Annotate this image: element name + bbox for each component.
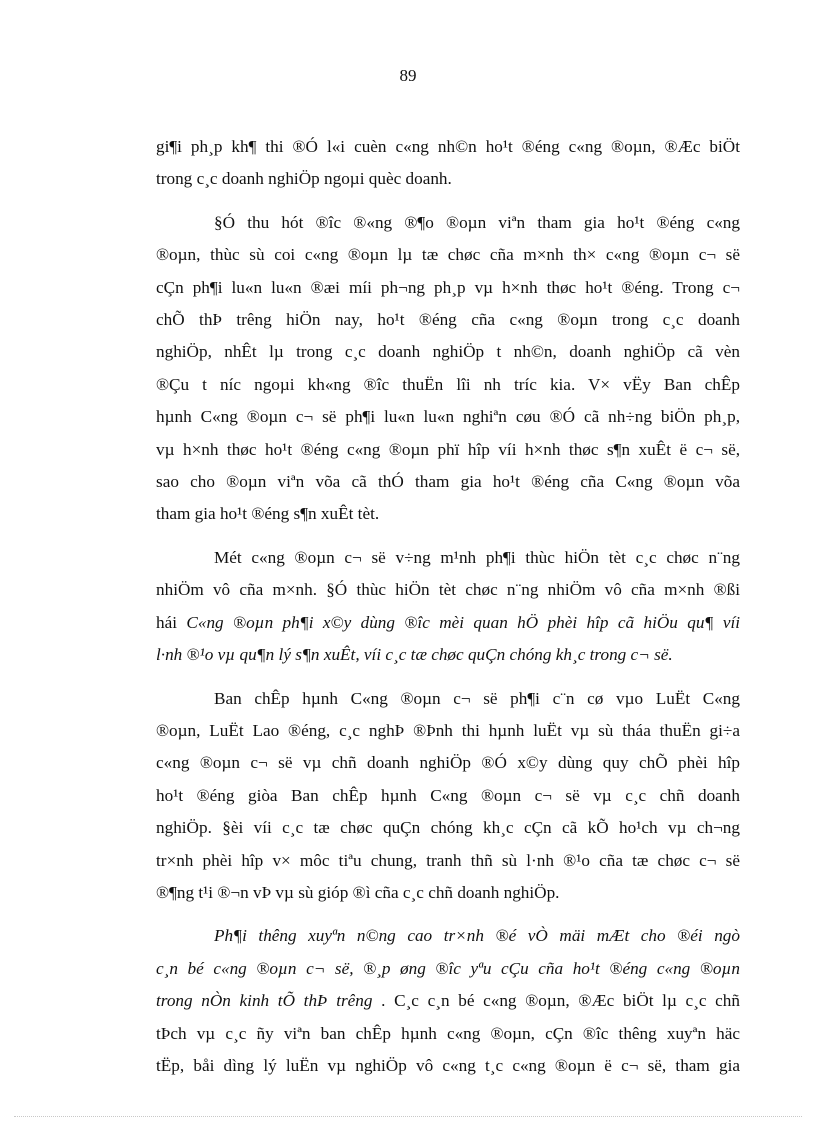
italic-text-run: C«ng ®oµn ph¶i x©y dùng ®îc mèi quan hÖ phèi hîp cã hiÖu qu¶ víi xyxy=(186,612,741,632)
paragraph-3 xyxy=(156,542,740,672)
paragraph-5 xyxy=(156,920,740,1082)
text-line: nghiÖp, nhÊt lµ trong c¸c doanh nghiÖp t nh©n, doanh nghiÖp cã vèn xyxy=(156,342,740,362)
paragraph-1 xyxy=(156,131,740,196)
text-run: . C¸c c¸n bé c«ng ®oµn, ®Æc biÖt lµ c¸c chñ xyxy=(381,991,740,1011)
text-line: hµnh C«ng ®oµn c¬ së ph¶i lu«n lu«n nghiªn cøu ®Ó cã nh÷ng biÖn ph¸p, xyxy=(156,407,740,427)
text-line: gi¶i ph¸p kh¶ thi ®Ó l«i cuèn c«ng nh©n ho¹t ®éng c«ng ®oµn, ®Æc biÖt xyxy=(156,137,740,156)
text-line: nghiÖp. §èi víi c¸c tæ chøc quÇn chóng kh¸c cÇn cã kÕ ho¹ch vµ ch¬ng xyxy=(156,818,740,838)
text-line: tham gia ho¹t ®éng s¶n xuÊt tèt. xyxy=(156,504,380,524)
italic-text-line: l·nh ®¹o vµ qu¶n lý s¶n xuÊt, víi c¸c tæ chøc quÇn chóng kh¸c trong c¬ së. xyxy=(156,645,673,665)
italic-text-run: trong nÒn kinh tÕ thÞ trêng xyxy=(156,991,382,1011)
text-line: tr×nh phèi hîp v× môc tiªu chung, tranh thñ sù l·nh ®¹o cña tæ chøc c¬ së xyxy=(156,850,740,870)
italic-text-line: c¸n bé c«ng ®oµn c¬ së, ®¸p øng ®îc yªu cÇu cña ho¹t ®éng c«ng ®oµn xyxy=(156,958,740,978)
text-line: ®Çu t níc ngoµi kh«ng ®îc thuËn lîi nh tríc kia. V× vËy Ban chÊp xyxy=(156,374,740,394)
page-bottom-divider xyxy=(14,1116,802,1117)
text-line: Mét c«ng ®oµn c¬ së v÷ng m¹nh ph¶i thùc hiÖn tèt c¸c chøc n¨ng xyxy=(214,547,740,567)
text-line: tÞch vµ c¸c ñy viªn ban chÊp hµnh c«ng ®oµn, cÇn ®îc thêng xuyªn häc xyxy=(156,1023,740,1043)
text-line-mixed xyxy=(156,607,740,639)
text-line: trong c¸c doanh nghiÖp ngoµi quèc doanh. xyxy=(156,169,452,189)
text-line: ®oµn, thùc sù coi c«ng ®oµn lµ tæ chøc cña m×nh th× c«ng ®oµn c¬ së xyxy=(156,245,740,265)
text-line: §Ó thu hót ®îc ®«ng ®¶o ®oµn viªn tham gia ho¹t ®éng c«ng xyxy=(214,212,740,232)
body-text xyxy=(156,131,740,1093)
text-line: nhiÖm vô cña m×nh. §Ó thùc hiÖn tèt chøc n¨ng nhiÖm vô cña m×nh ®ßi xyxy=(156,580,740,600)
text-line: vµ h×nh thøc ho¹t ®éng c«ng ®oµn phï hîp víi h×nh thøc s¶n xuÊt ë c¬ së, xyxy=(156,439,740,459)
text-line: chÕ thÞ trêng hiÖn nay, ho¹t ®éng cña c«ng ®oµn trong c¸c doanh xyxy=(156,310,740,330)
text-line: tËp, båi dìng lý luËn vµ nghiÖp vô c«ng t¸c c«ng ®oµn ë c¬ së, tham gia xyxy=(156,1055,740,1075)
text-line: Ban chÊp hµnh C«ng ®oµn c¬ së ph¶i c¨n cø vµo LuËt C«ng xyxy=(214,688,740,708)
text-line: c«ng ®oµn c¬ së vµ chñ doanh nghiÖp ®Ó x©y dùng quy chÕ phèi hîp xyxy=(156,753,740,773)
paragraph-2 xyxy=(156,207,740,531)
text-line: sao cho ®oµn viªn võa cã thÓ tham gia ho¹t ®éng cña C«ng ®oµn võa xyxy=(156,472,740,492)
text-line: ®¶ng t¹i ®¬n vÞ vµ sù gióp ®ì cña c¸c chñ doanh nghiÖp. xyxy=(156,882,560,902)
text-line-mixed xyxy=(156,985,740,1017)
text-line: ®oµn, LuËt Lao ®éng, c¸c nghÞ ®Þnh thi hµnh luËt vµ sù tháa thuËn gi÷a xyxy=(156,720,740,740)
italic-text-line: Ph¶i thêng xuyªn n©ng cao tr×nh ®é vÒ mäi mÆt cho ®éi ngò xyxy=(214,926,740,946)
text-line: ho¹t ®éng giòa Ban chÊp hµnh C«ng ®oµn c¬ së vµ c¸c chñ doanh xyxy=(156,785,740,805)
page-number: 89 xyxy=(399,66,417,85)
text-line: cÇn ph¶i lu«n lu«n ®æi míi ph¬ng ph¸p vµ h×nh thøc ho¹t ®éng. Trong c¬ xyxy=(156,277,740,297)
text-run: hái xyxy=(156,612,187,632)
paragraph-4 xyxy=(156,683,740,910)
